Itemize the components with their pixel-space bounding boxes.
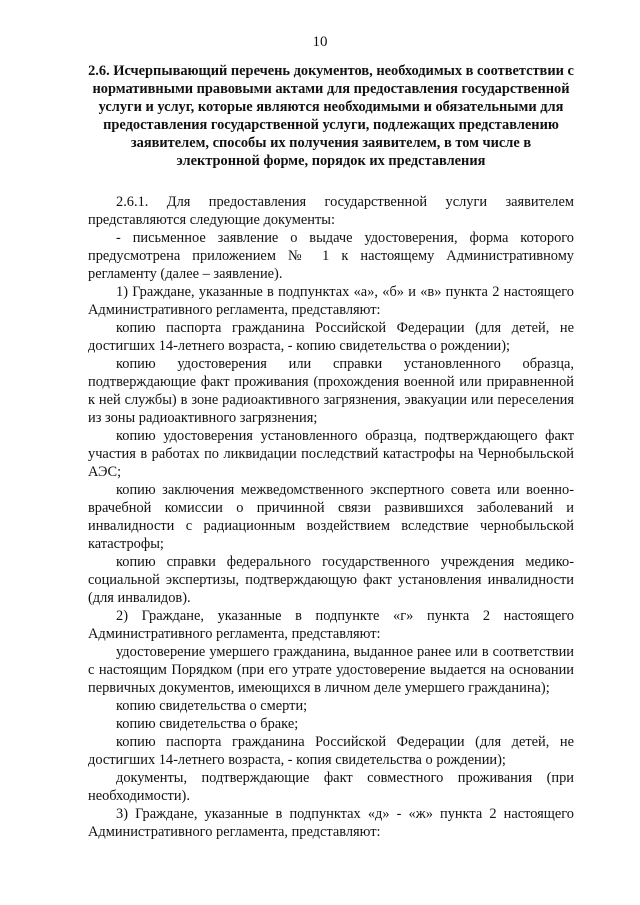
paragraph-death-certificate: копию свидетельства о смерти;: [116, 698, 308, 714]
paragraph-expert-council: копию заключения межведомственного экспертного совета или военно-врачебной комиссии о причинной связи развившихся заболеваний и инвалидности с радиационным воздействием вследствие чернобыльской катастрофы;: [88, 482, 574, 552]
section-heading: 2.6. Исчерпывающий перечень документов, необходимых в соответствии с нормативными правовыми актами для предоставления государственной услуги и услуг, которые являются необходимыми и обязательными для предоставления государственной услуги, подлежащих представлению заявителем, способы их получения заявителем, в том числе в электронной форме, порядок их представления: [88, 63, 574, 169]
paragraph-disability-certificate: копию справки федерального государственного учреждения медико-социальной экспертизы, подтверждающую факт установления инвалидности (для инвалидов).: [88, 554, 574, 606]
paragraph-group-1: 1) Граждане, указанные в подпунктах «а», «б» и «в» пункта 2 настоящего Административного регламента, представляют:: [88, 284, 574, 318]
paragraph-passport-copy-2: копию паспорта гражданина Российской Федерации (для детей, не достигших 14-летнего возраста, - копия свидетельства о рождении);: [88, 734, 574, 768]
paragraph-group-3: 3) Граждане, указанные в подпунктах «д» - «ж» пункта 2 настоящего Административного регламента, представляют:: [88, 806, 574, 840]
paragraph-group-2: 2) Граждане, указанные в подпункте «г» пункта 2 настоящего Административного регламента, представляют:: [88, 608, 574, 642]
document-body: [88, 193, 574, 841]
paragraph-cohabitation: документы, подтверждающие факт совместного проживания (при необходимости).: [88, 770, 574, 804]
paragraph-deceased-certificate: удостоверение умершего гражданина, выданное ранее или в соответствии с настоящим Порядком (при его утрате удостоверение выдается на основании первичных документов, имеющихся в личном деле умершего гражданина);: [88, 644, 574, 696]
paragraph-residence-certificate: копию удостоверения или справки установленного образца, подтверждающие факт проживания (прохождения военной или приравненной к ней службы) в зоне радиоактивного загрязнения, эвакуации или переселения из зоны радиоактивного загрязнения;: [88, 356, 574, 426]
paragraph-application: - письменное заявление о выдаче удостоверения, форма которого предусмотрена приложением № 1 к настоящему Административному регламенту (далее – заявление).: [88, 230, 574, 282]
page-number: 10: [312, 34, 328, 50]
paragraph-liquidation-certificate: копию удостоверения установленного образца, подтверждающего факт участия в работах по ликвидации последствий катастрофы на Чернобыльской АЭС;: [88, 428, 574, 480]
paragraph-marriage-certificate: копию свидетельства о браке;: [116, 716, 299, 732]
paragraph-2-6-1: 2.6.1. Для предоставления государственной услуги заявителем представляются следующие документы:: [88, 194, 574, 228]
paragraph-passport-copy: копию паспорта гражданина Российской Федерации (для детей, не достигших 14-летнего возраста, - копию свидетельства о рождении);: [88, 320, 574, 354]
